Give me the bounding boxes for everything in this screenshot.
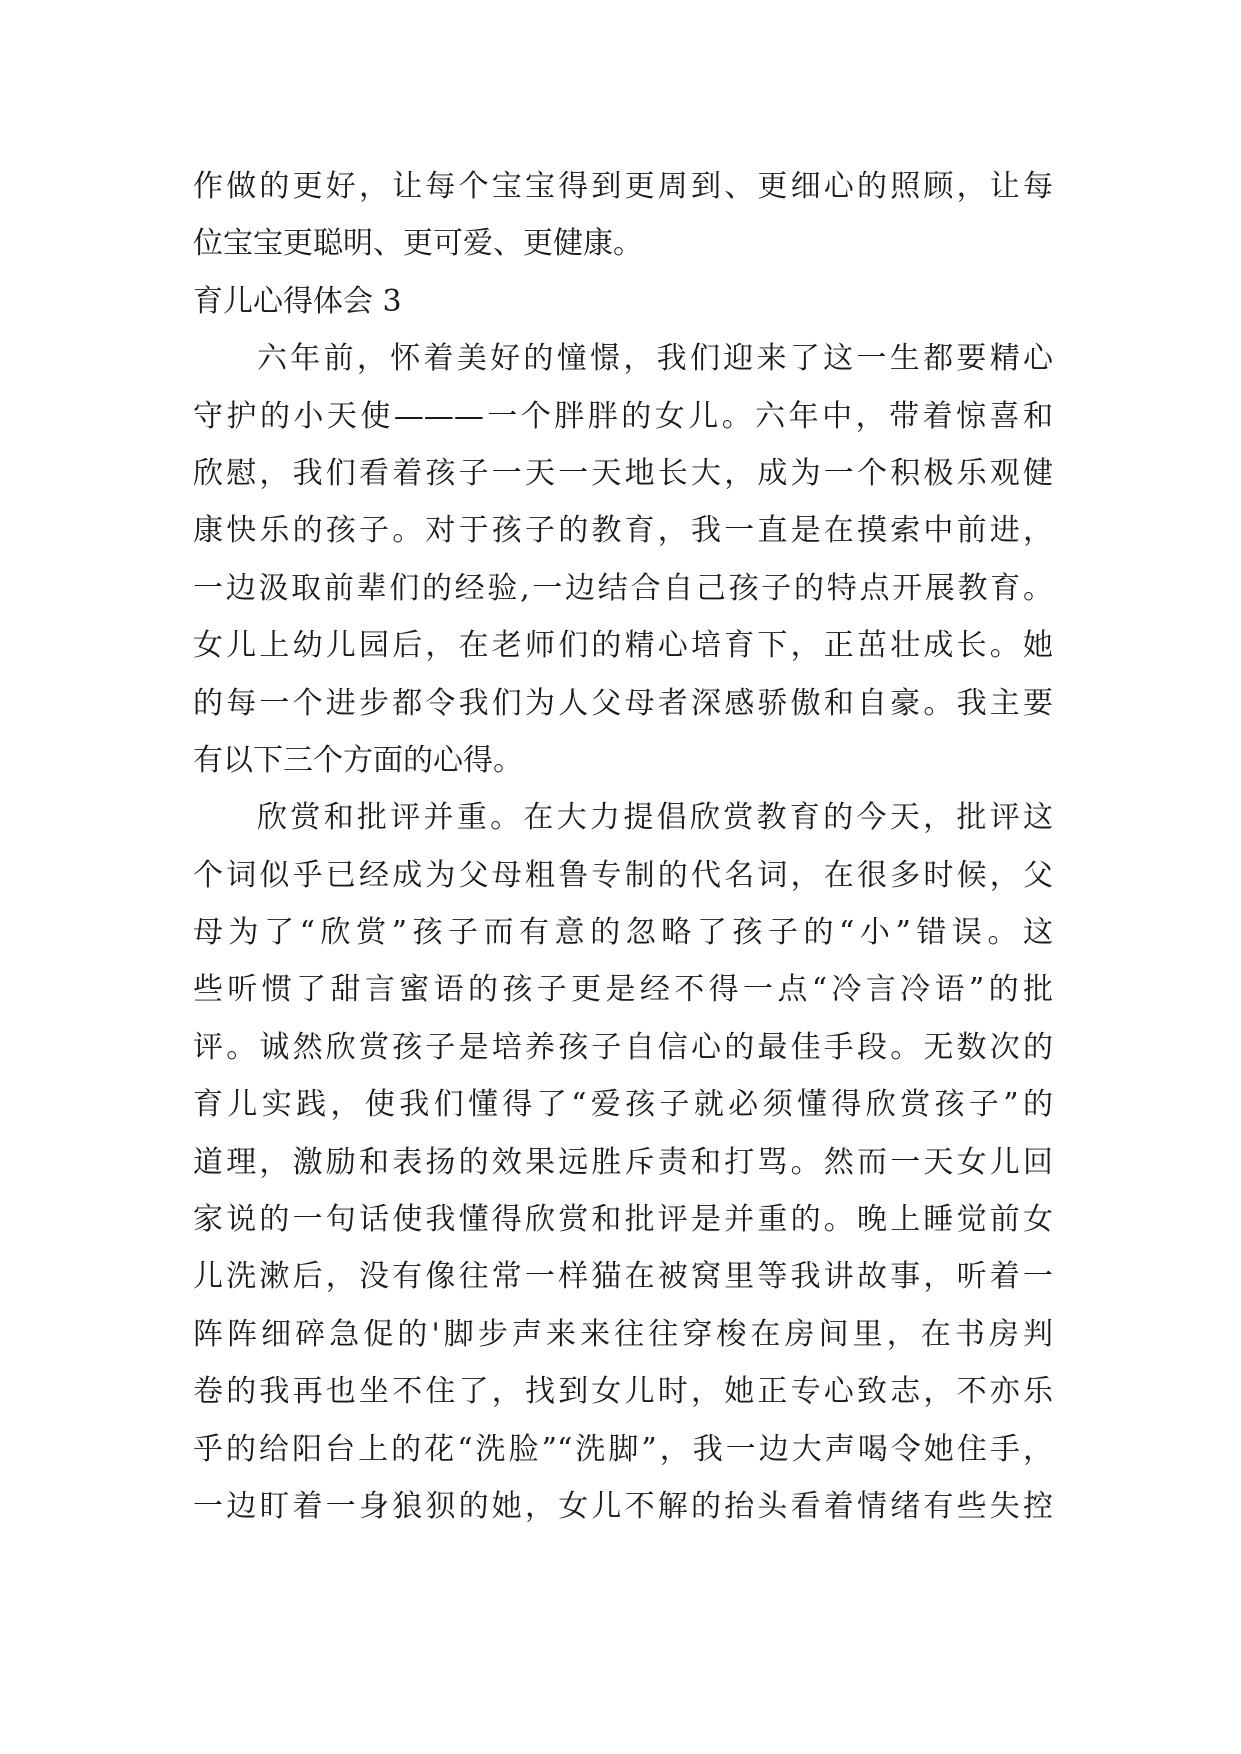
text-line: 的每一个进步都令我们为人父母者深感骄傲和自豪。我主要 (193, 685, 1053, 721)
text-line: 个词似乎已经成为父母粗鲁专制的代名词，在很多时候，父 (193, 857, 1053, 893)
text-line: 女儿上幼儿园后，在老师们的精心培育下，正茁壮成长。她 (193, 628, 1053, 664)
text-line: 作做的更好，让每个宝宝得到更周到、更细心的照顾，让每 (193, 169, 1053, 204)
text-line: 育儿实践，使我们懂得了“爱孩子就必须懂得欣赏孩子”的 (193, 1087, 1053, 1123)
text-line: 欣慰，我们看着孩子一天一天地长大，成为一个积极乐观健 (193, 455, 1053, 491)
text-line: 位宝宝更聪明、更可爱、更健康。 (193, 226, 643, 262)
document-body (193, 158, 1053, 1535)
section-heading: 育儿心得体会 3 (193, 283, 402, 319)
text-line: 康快乐的孩子。对于孩子的教育，我一直是在摸索中前进， (193, 513, 1053, 549)
text-line: 些听惯了甜言蜜语的孩子更是经不得一点“冷言冷语”的批 (193, 972, 1053, 1008)
text-line: 乎的给阳台上的花“洗脸”“洗脚”，我一边大声喝令她住手， (193, 1431, 1053, 1467)
text-line: 有以下三个方面的心得。 (193, 742, 523, 778)
text-line: 道理，激励和表扬的效果远胜斥责和打骂。然而一天女儿回 (193, 1144, 1053, 1180)
text-line: 阵阵细碎急促的'脚步声来来往往穿梭在房间里，在书房判 (193, 1316, 1053, 1352)
text-line: 家说的一句话使我懂得欣赏和批评是并重的。晚上睡觉前女 (193, 1202, 1053, 1238)
text-line: 评。诚然欣赏孩子是培养孩子自信心的最佳手段。无数次的 (193, 1029, 1053, 1065)
text-line: 守护的小天使———一个胖胖的女儿。六年中，带着惊喜和 (193, 398, 1053, 434)
text-line: 儿洗漱后，没有像往常一样猫在被窝里等我讲故事，听着一 (193, 1259, 1053, 1295)
paragraph-first-line: 欣赏和批评并重。在大力提倡欣赏教育的今天，批评这 (257, 800, 1053, 836)
text-line: 卷的我再也坐不住了，找到女儿时，她正专心致志，不亦乐 (193, 1374, 1053, 1410)
paragraph-first-line: 六年前，怀着美好的憧憬，我们迎来了这一生都要精心 (257, 341, 1053, 377)
text-line: 母为了“欣赏”孩子而有意的忽略了孩子的“小”错误。这 (193, 915, 1053, 951)
text-line: 一边盯着一身狼狈的她，女儿不解的抬头看着情绪有些失控 (193, 1488, 1053, 1524)
text-line: 一边汲取前辈们的经验,一边结合自己孩子的特点开展教育。 (193, 570, 1053, 606)
